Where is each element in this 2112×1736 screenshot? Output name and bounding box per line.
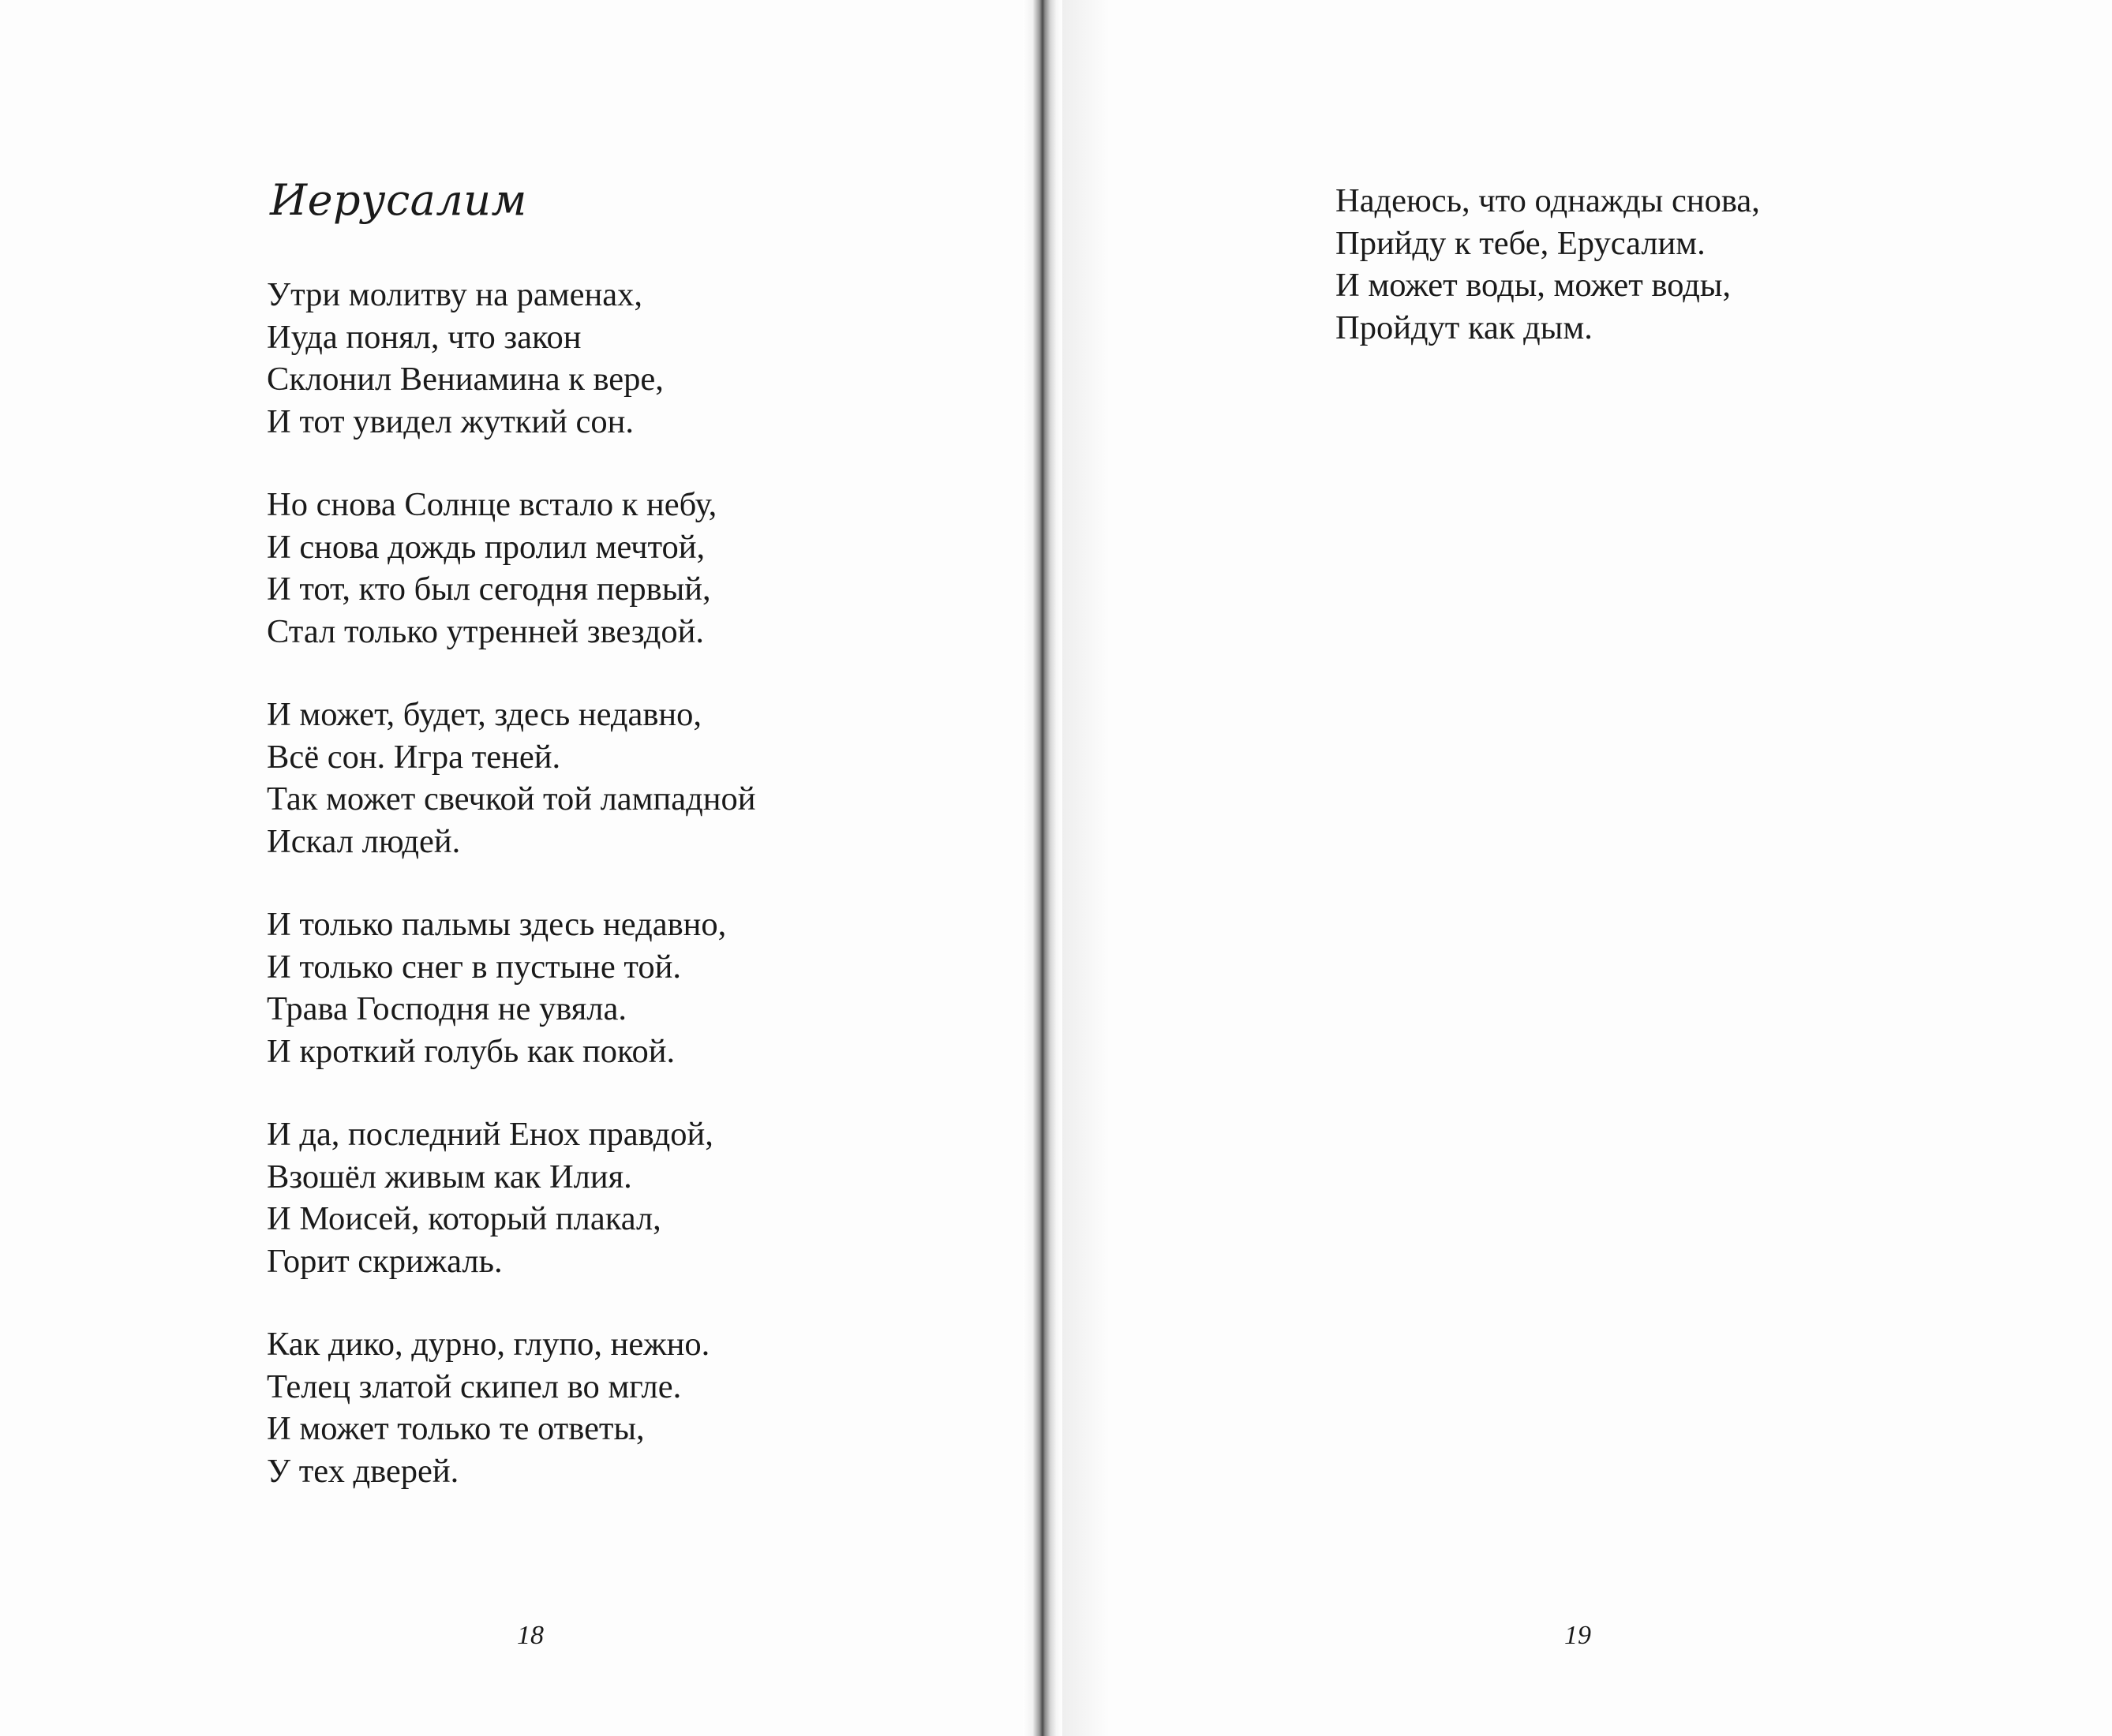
poem-line: Искал людей. (267, 822, 461, 860)
poem-line: У тех дверей. (267, 1452, 459, 1490)
poem-line: И Моисей, который плакал, (267, 1200, 661, 1237)
poem-line: Как дико, дурно, глупо, нежно. (267, 1326, 710, 1363)
poem-line: Так может свечкой той лампадной (267, 780, 756, 817)
book-gutter (1023, 0, 1062, 1736)
poem-line: Трава Господня не увяла. (267, 990, 627, 1027)
poem-line: Иуда понял, что закон (267, 318, 582, 356)
page-number: 18 (517, 1621, 544, 1650)
gutter-shadow (1062, 0, 1110, 1736)
stanza (267, 1323, 756, 1492)
poem-line: Всё сон. Игра теней. (267, 738, 561, 776)
poem-line: И кроткий голубь как покой. (267, 1032, 676, 1070)
poem-line: Телец златой скипел во мгле. (267, 1367, 682, 1405)
left-page (0, 0, 1031, 1736)
poem-line: И да, последний Енох правдой, (267, 1116, 713, 1153)
poem-line: Пройдут как дым. (1335, 309, 1593, 346)
poem-line: Взошёл живым как Илия. (267, 1158, 632, 1195)
poem-line: Склонил Вениамина к вере, (267, 361, 664, 398)
poem-line: И может воды, может воды, (1335, 267, 1732, 304)
poem-line: И тот увидел жуткий сон. (267, 402, 635, 440)
poem-title: Иерусалим (270, 175, 527, 225)
poem-line: И тот, кто был сегодня первый, (267, 571, 711, 608)
poem-line: Но снова Солнце встало к небу, (267, 486, 717, 523)
stanza (267, 694, 756, 862)
poem-line: И может, будет, здесь недавно, (267, 696, 702, 733)
stanza (267, 484, 756, 653)
poem-body-left (267, 274, 756, 1492)
poem-body-right (1335, 180, 1760, 349)
stanza (267, 274, 756, 443)
poem-line: И может только те ответы, (267, 1410, 645, 1447)
poem-line: И снова дождь пролил мечтой, (267, 528, 706, 566)
poem-line: И только пальмы здесь недавно, (267, 906, 727, 943)
stanza (1335, 180, 1760, 349)
poem-line: И только снег в пустыне той. (267, 948, 682, 986)
poem-line: Надеюсь, что однажды снова, (1335, 182, 1760, 219)
stanza (267, 1113, 756, 1282)
page-number: 19 (1564, 1621, 1591, 1650)
poem-line: Стал только утренней звездой. (267, 612, 705, 650)
poem-line: Горит скрижаль. (267, 1242, 503, 1280)
poem-line: Утри молитву на раменах, (267, 276, 642, 313)
stanza (267, 904, 756, 1072)
poem-line: Прийду к тебе, Ерусалим. (1335, 224, 1706, 262)
